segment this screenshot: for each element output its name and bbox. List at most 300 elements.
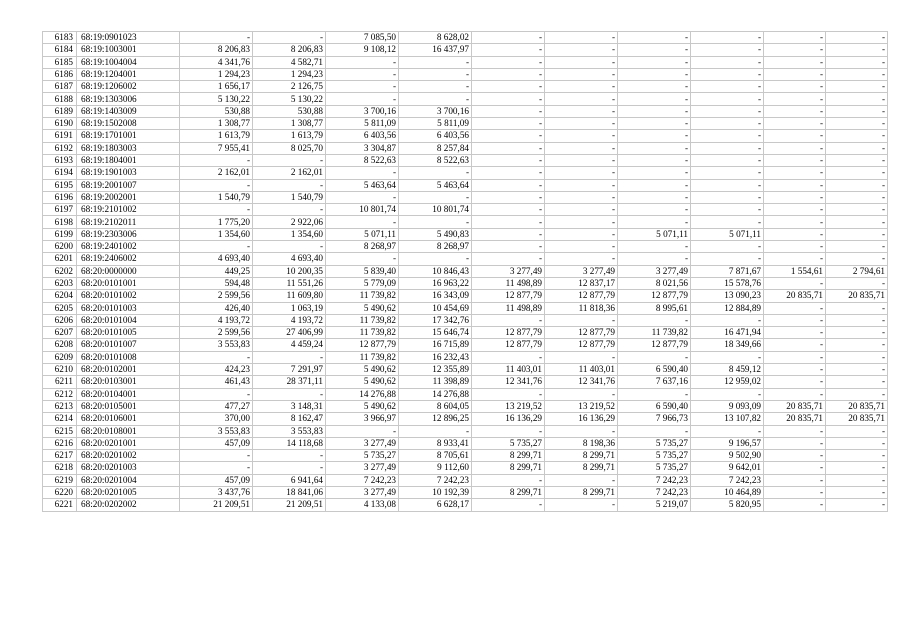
row-number-cell: 6189 [43, 105, 77, 117]
value-cell: - [691, 130, 764, 142]
row-number-cell: 6185 [43, 56, 77, 68]
table-row [43, 339, 888, 351]
value-cell: - [618, 314, 691, 326]
value-cell: 8 268,97 [326, 241, 399, 253]
value-cell: - [399, 81, 472, 93]
value-cell: - [545, 44, 618, 56]
table-row [43, 130, 888, 142]
value-cell: - [764, 228, 826, 240]
value-cell: 11 739,82 [326, 351, 399, 363]
value-cell: - [253, 32, 326, 44]
value-cell: - [826, 179, 888, 191]
value-cell: - [826, 154, 888, 166]
value-cell: 5 490,62 [326, 376, 399, 388]
value-cell: - [764, 437, 826, 449]
value-cell: 8 604,05 [399, 400, 472, 412]
table-row [43, 44, 888, 56]
row-number-cell: 6203 [43, 277, 77, 289]
value-cell: - [618, 44, 691, 56]
value-cell: - [472, 191, 545, 203]
value-cell: - [253, 388, 326, 400]
value-cell: - [618, 56, 691, 68]
value-cell: 3 553,83 [180, 425, 253, 437]
value-cell: 3 304,87 [326, 142, 399, 154]
value-cell: - [826, 425, 888, 437]
cadastral-code-cell: 68:19:2406002 [77, 253, 180, 265]
value-cell: - [764, 486, 826, 498]
value-cell: 12 896,25 [399, 413, 472, 425]
value-cell: - [326, 167, 399, 179]
value-cell: 16 963,22 [399, 277, 472, 289]
value-cell: - [399, 425, 472, 437]
value-cell: - [691, 32, 764, 44]
value-cell: - [618, 167, 691, 179]
table-row [43, 364, 888, 376]
value-cell: 10 192,39 [399, 486, 472, 498]
table-row [43, 400, 888, 412]
value-cell: 8 995,61 [618, 302, 691, 314]
value-cell: 12 877,79 [618, 339, 691, 351]
table-row [43, 167, 888, 179]
value-cell: - [545, 179, 618, 191]
value-cell: - [826, 486, 888, 498]
value-cell: - [180, 388, 253, 400]
row-number-cell: 6217 [43, 450, 77, 462]
value-cell: - [545, 154, 618, 166]
cadastral-code-cell: 68:20:0101003 [77, 302, 180, 314]
value-cell: - [826, 204, 888, 216]
value-cell: - [618, 68, 691, 80]
value-cell: - [826, 450, 888, 462]
value-cell: - [618, 130, 691, 142]
table-row [43, 450, 888, 462]
value-cell: - [826, 44, 888, 56]
value-cell: - [472, 142, 545, 154]
value-cell: 1 294,23 [180, 68, 253, 80]
value-cell: - [764, 376, 826, 388]
table-row [43, 290, 888, 302]
value-cell: - [826, 277, 888, 289]
value-cell: - [764, 499, 826, 511]
value-cell: - [764, 216, 826, 228]
value-cell: - [326, 425, 399, 437]
value-cell: 2 162,01 [253, 167, 326, 179]
value-cell: 7 291,97 [253, 364, 326, 376]
value-cell: - [691, 191, 764, 203]
value-cell: - [691, 118, 764, 130]
cadastral-code-cell: 68:20:0101008 [77, 351, 180, 363]
value-cell: 6 403,56 [399, 130, 472, 142]
value-cell: - [764, 241, 826, 253]
value-cell: - [326, 191, 399, 203]
value-cell: 5 071,11 [618, 228, 691, 240]
table-row [43, 253, 888, 265]
value-cell: 12 877,79 [545, 290, 618, 302]
value-cell: 5 735,27 [618, 437, 691, 449]
table-row [43, 388, 888, 400]
value-cell: 424,23 [180, 364, 253, 376]
value-cell: - [472, 32, 545, 44]
value-cell: - [764, 462, 826, 474]
value-cell: - [764, 130, 826, 142]
value-cell: 4 693,40 [180, 253, 253, 265]
value-cell: 8 299,71 [545, 462, 618, 474]
row-number-cell: 6190 [43, 118, 77, 130]
value-cell: - [472, 44, 545, 56]
cadastral-code-cell: 68:20:0201003 [77, 462, 180, 474]
row-number-cell: 6191 [43, 130, 77, 142]
value-cell: 3 277,49 [472, 265, 545, 277]
cadastral-code-cell: 68:20:0101007 [77, 339, 180, 351]
value-cell: 3 277,49 [326, 437, 399, 449]
value-cell: 8 162,47 [253, 413, 326, 425]
value-cell: - [545, 130, 618, 142]
value-cell: 14 118,68 [253, 437, 326, 449]
value-cell: 28 371,11 [253, 376, 326, 388]
value-cell: - [826, 130, 888, 142]
value-cell: - [326, 216, 399, 228]
cadastral-code-cell: 68:20:0201004 [77, 474, 180, 486]
value-cell: 3 277,49 [326, 486, 399, 498]
value-cell: - [399, 191, 472, 203]
value-cell: 8 299,71 [545, 486, 618, 498]
value-cell: 8 299,71 [472, 486, 545, 498]
value-cell: - [826, 241, 888, 253]
value-cell: 16 136,29 [545, 413, 618, 425]
row-number-cell: 6212 [43, 388, 77, 400]
value-cell: - [618, 118, 691, 130]
value-cell: 5 490,62 [326, 400, 399, 412]
table-row [43, 265, 888, 277]
value-cell: 12 355,89 [399, 364, 472, 376]
row-number-cell: 6186 [43, 68, 77, 80]
row-number-cell: 6196 [43, 191, 77, 203]
value-cell: 11 739,82 [618, 327, 691, 339]
value-cell: - [545, 167, 618, 179]
row-number-cell: 6205 [43, 302, 77, 314]
value-cell: 12 837,17 [545, 277, 618, 289]
value-cell: 7 955,41 [180, 142, 253, 154]
value-cell: 7 871,67 [691, 265, 764, 277]
cadastral-code-cell: 68:19:0901023 [77, 32, 180, 44]
value-cell: - [764, 388, 826, 400]
value-cell: 1 540,79 [180, 191, 253, 203]
value-cell: 8 206,83 [253, 44, 326, 56]
value-cell: - [826, 474, 888, 486]
value-cell: 12 877,79 [545, 327, 618, 339]
value-cell: - [764, 68, 826, 80]
value-cell: - [826, 302, 888, 314]
value-cell: 2 162,01 [180, 167, 253, 179]
value-cell: - [764, 450, 826, 462]
value-cell: 12 877,79 [472, 290, 545, 302]
value-cell: - [764, 167, 826, 179]
table-row [43, 314, 888, 326]
value-cell: 5 490,62 [326, 302, 399, 314]
value-cell: 21 209,51 [253, 499, 326, 511]
table-row [43, 191, 888, 203]
value-cell: 8 522,63 [326, 154, 399, 166]
table-row [43, 216, 888, 228]
value-cell: - [764, 425, 826, 437]
value-cell: - [472, 474, 545, 486]
cadastral-code-cell: 68:20:0201002 [77, 450, 180, 462]
value-cell: - [326, 253, 399, 265]
cadastral-code-cell: 68:19:1803003 [77, 142, 180, 154]
cadastral-code-cell: 68:20:0101005 [77, 327, 180, 339]
value-cell: 5 735,27 [618, 450, 691, 462]
cadastral-code-cell: 68:20:0102001 [77, 364, 180, 376]
value-cell: 2 922,06 [253, 216, 326, 228]
row-number-cell: 6192 [43, 142, 77, 154]
value-cell: - [764, 327, 826, 339]
table-row [43, 437, 888, 449]
table-row [43, 351, 888, 363]
value-cell: - [545, 228, 618, 240]
table-row [43, 118, 888, 130]
value-cell: 6 590,40 [618, 364, 691, 376]
cadastral-code-cell: 68:19:1502008 [77, 118, 180, 130]
data-table [42, 31, 888, 512]
value-cell: - [472, 425, 545, 437]
row-number-cell: 6214 [43, 413, 77, 425]
value-cell: 5 130,22 [180, 93, 253, 105]
value-cell: 1 308,77 [253, 118, 326, 130]
value-cell: - [545, 68, 618, 80]
cadastral-code-cell: 68:20:0000000 [77, 265, 180, 277]
row-number-cell: 6218 [43, 462, 77, 474]
value-cell: 457,09 [180, 437, 253, 449]
value-cell: 8 299,71 [545, 450, 618, 462]
value-cell: 12 341,76 [545, 376, 618, 388]
value-cell: 10 454,69 [399, 302, 472, 314]
value-cell: 18 349,66 [691, 339, 764, 351]
value-cell: - [326, 56, 399, 68]
value-cell: 11 498,89 [472, 302, 545, 314]
value-cell: 12 877,79 [618, 290, 691, 302]
value-cell: 3 277,49 [618, 265, 691, 277]
value-cell: 3 277,49 [326, 462, 399, 474]
value-cell: - [545, 204, 618, 216]
value-cell: - [691, 253, 764, 265]
row-number-cell: 6183 [43, 32, 77, 44]
table-row [43, 425, 888, 437]
value-cell: 5 779,09 [326, 277, 399, 289]
cadastral-code-cell: 68:19:2401002 [77, 241, 180, 253]
value-cell: 4 693,40 [253, 253, 326, 265]
value-cell: 11 498,89 [472, 277, 545, 289]
cadastral-code-cell: 68:19:1701001 [77, 130, 180, 142]
value-cell: - [691, 425, 764, 437]
value-cell: 12 877,79 [326, 339, 399, 351]
value-cell: - [399, 253, 472, 265]
value-cell: - [472, 241, 545, 253]
value-cell: - [826, 462, 888, 474]
value-cell: 10 846,43 [399, 265, 472, 277]
value-cell: 12 341,76 [472, 376, 545, 388]
value-cell: 2 794,61 [826, 265, 888, 277]
cadastral-code-cell: 68:20:0104001 [77, 388, 180, 400]
value-cell: 4 341,76 [180, 56, 253, 68]
value-cell: - [545, 56, 618, 68]
value-cell: - [764, 56, 826, 68]
value-cell: 8 299,71 [472, 450, 545, 462]
value-cell: 9 502,90 [691, 450, 764, 462]
value-cell: - [253, 179, 326, 191]
value-cell: 5 735,27 [472, 437, 545, 449]
value-cell: 5 735,27 [618, 462, 691, 474]
value-cell: - [618, 204, 691, 216]
value-cell: - [764, 118, 826, 130]
value-cell: 13 107,82 [691, 413, 764, 425]
value-cell: 2 126,75 [253, 81, 326, 93]
value-cell: - [826, 32, 888, 44]
value-cell: 4 193,72 [180, 314, 253, 326]
value-cell: - [618, 105, 691, 117]
cadastral-code-cell: 68:19:1303006 [77, 93, 180, 105]
table-row [43, 32, 888, 44]
row-number-cell: 6209 [43, 351, 77, 363]
value-cell: 7 242,23 [691, 474, 764, 486]
value-cell: - [253, 241, 326, 253]
value-cell: - [618, 191, 691, 203]
row-number-cell: 6188 [43, 93, 77, 105]
value-cell: - [545, 241, 618, 253]
value-cell: - [764, 142, 826, 154]
value-cell: - [180, 462, 253, 474]
value-cell: 3 148,31 [253, 400, 326, 412]
cadastral-code-cell: 68:20:0101002 [77, 290, 180, 302]
value-cell: - [180, 204, 253, 216]
cadastral-code-cell: 68:20:0101004 [77, 314, 180, 326]
value-cell: 11 403,01 [472, 364, 545, 376]
value-cell: - [764, 191, 826, 203]
value-cell: 11 818,36 [545, 302, 618, 314]
value-cell: 11 739,82 [326, 290, 399, 302]
value-cell: - [826, 68, 888, 80]
value-cell: - [545, 388, 618, 400]
value-cell: - [180, 241, 253, 253]
value-cell: - [691, 204, 764, 216]
value-cell: 1 354,60 [180, 228, 253, 240]
table-row [43, 376, 888, 388]
value-cell: - [545, 253, 618, 265]
value-cell: - [826, 105, 888, 117]
cadastral-code-cell: 68:19:2001007 [77, 179, 180, 191]
value-cell: 1 775,20 [180, 216, 253, 228]
value-cell: 17 342,76 [399, 314, 472, 326]
value-cell: 11 403,01 [545, 364, 618, 376]
row-number-cell: 6221 [43, 499, 77, 511]
value-cell: - [691, 154, 764, 166]
value-cell: 1 613,79 [253, 130, 326, 142]
value-cell: - [472, 351, 545, 363]
value-cell: - [545, 474, 618, 486]
value-cell: 1 554,61 [764, 265, 826, 277]
cadastral-code-cell: 68:19:2102011 [77, 216, 180, 228]
value-cell: - [472, 314, 545, 326]
value-cell: - [826, 81, 888, 93]
table-row [43, 486, 888, 498]
row-number-cell: 6197 [43, 204, 77, 216]
value-cell: 3 553,83 [253, 425, 326, 437]
row-number-cell: 6211 [43, 376, 77, 388]
value-cell: 8 257,84 [399, 142, 472, 154]
value-cell: 477,27 [180, 400, 253, 412]
value-cell: 7 242,23 [618, 474, 691, 486]
cadastral-code-cell: 68:20:0201005 [77, 486, 180, 498]
table-row [43, 179, 888, 191]
value-cell: 11 551,26 [253, 277, 326, 289]
value-cell: 15 578,76 [691, 277, 764, 289]
value-cell: 8 198,36 [545, 437, 618, 449]
value-cell: 11 609,80 [253, 290, 326, 302]
cadastral-code-cell: 68:19:1003001 [77, 44, 180, 56]
value-cell: 8 522,63 [399, 154, 472, 166]
table-row [43, 241, 888, 253]
value-cell: - [764, 277, 826, 289]
cadastral-code-cell: 68:19:1901003 [77, 167, 180, 179]
value-cell: - [826, 191, 888, 203]
value-cell: 20 835,71 [764, 290, 826, 302]
row-number-cell: 6200 [43, 241, 77, 253]
value-cell: 5 735,27 [326, 450, 399, 462]
value-cell: 21 209,51 [180, 499, 253, 511]
value-cell: - [764, 364, 826, 376]
table-row [43, 327, 888, 339]
value-cell: - [826, 93, 888, 105]
value-cell: 6 403,56 [326, 130, 399, 142]
row-number-cell: 6220 [43, 486, 77, 498]
value-cell: 20 835,71 [826, 400, 888, 412]
value-cell: - [472, 154, 545, 166]
value-cell: 10 200,35 [253, 265, 326, 277]
table-row [43, 68, 888, 80]
value-cell: 9 112,60 [399, 462, 472, 474]
value-cell: - [180, 32, 253, 44]
value-cell: 12 959,02 [691, 376, 764, 388]
value-cell: - [618, 425, 691, 437]
value-cell: 1 063,19 [253, 302, 326, 314]
value-cell: - [472, 167, 545, 179]
value-cell: - [472, 216, 545, 228]
value-cell: - [545, 81, 618, 93]
value-cell: - [618, 351, 691, 363]
value-cell: - [472, 56, 545, 68]
value-cell: 9 196,57 [691, 437, 764, 449]
value-cell: - [691, 241, 764, 253]
value-cell: - [618, 32, 691, 44]
value-cell: - [618, 388, 691, 400]
value-cell: 16 471,94 [691, 327, 764, 339]
value-cell: 8 705,61 [399, 450, 472, 462]
value-cell: 3 553,83 [180, 339, 253, 351]
value-cell: 9 093,09 [691, 400, 764, 412]
value-cell: - [764, 105, 826, 117]
value-cell: - [326, 93, 399, 105]
value-cell: 10 801,74 [399, 204, 472, 216]
value-cell: 8 021,56 [618, 277, 691, 289]
row-number-cell: 6210 [43, 364, 77, 376]
value-cell: - [253, 462, 326, 474]
cadastral-code-cell: 68:19:1204001 [77, 68, 180, 80]
value-cell: - [180, 450, 253, 462]
value-cell: 8 628,02 [399, 32, 472, 44]
value-cell: 4 133,08 [326, 499, 399, 511]
value-cell: - [691, 167, 764, 179]
value-cell: - [691, 44, 764, 56]
value-cell: 5 820,95 [691, 499, 764, 511]
